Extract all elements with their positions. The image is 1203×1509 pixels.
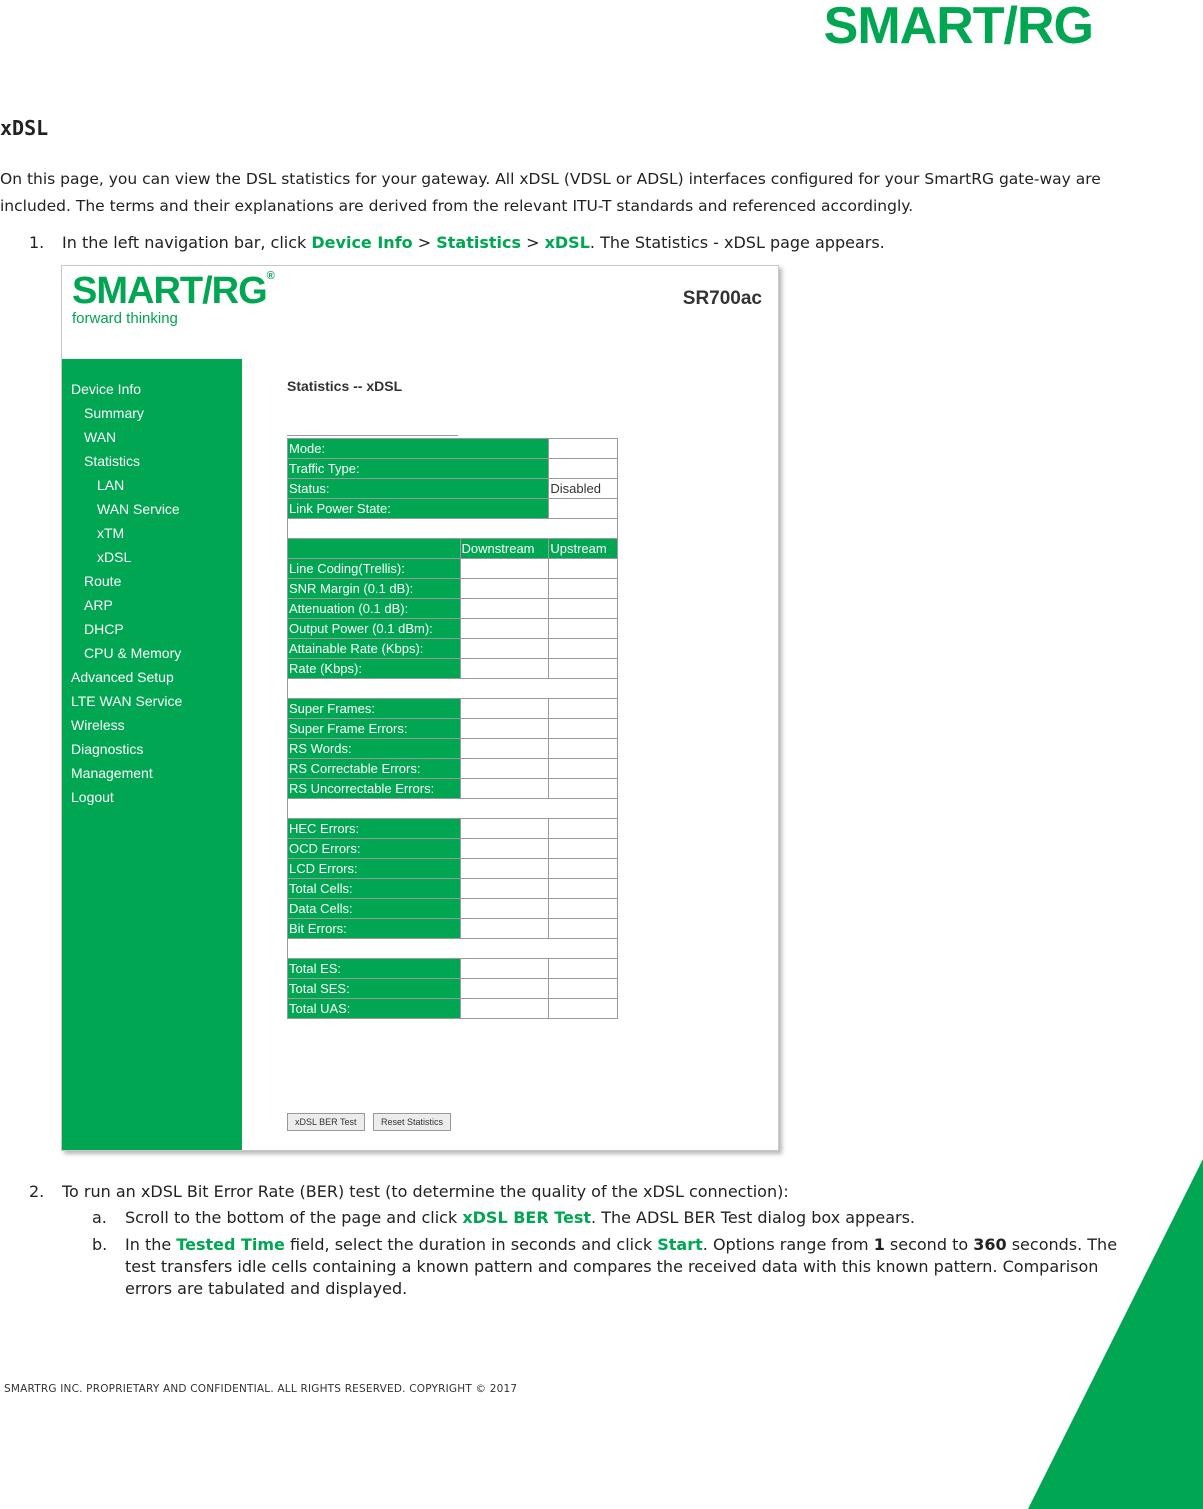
row-label: Line Coding(Trellis):: [288, 559, 461, 579]
row-label: Output Power (0.1 dBm):: [288, 619, 461, 639]
downstream-value: [460, 619, 549, 639]
upstream-value: [549, 619, 618, 639]
sidebar-item-statistics[interactable]: Statistics: [84, 453, 141, 469]
substep-letter: a.: [92, 1208, 107, 1227]
row-label: Mode:: [288, 439, 549, 459]
router-tagline: forward thinking: [72, 310, 178, 327]
downstream-value: [460, 579, 549, 599]
step-text: . Options range from: [702, 1235, 874, 1254]
step-text: seconds. The test transfers idle cells containing a known pattern and compares the received data with this known pattern. Comparison errors are tabulated and displayed.: [125, 1235, 1118, 1298]
start-link[interactable]: Start: [657, 1235, 703, 1254]
sidebar-item-lte-wan-service[interactable]: LTE WAN Service: [71, 693, 183, 709]
table-row: [288, 959, 618, 979]
row-label: Data Cells:: [288, 899, 461, 919]
step-2: [29, 1181, 1162, 1203]
downstream-value: [460, 659, 549, 679]
table-row: [288, 979, 618, 999]
min-seconds: 1: [873, 1235, 885, 1254]
step-text: field, select the duration in seconds and click: [284, 1235, 658, 1254]
step-text: . The Statistics - xDSL page appears.: [589, 233, 885, 252]
downstream-value: [460, 759, 549, 779]
upstream-header: Upstream: [549, 539, 618, 559]
step-text: Scroll to the bottom of the page and click: [125, 1208, 463, 1227]
downstream-value: [460, 739, 549, 759]
upstream-value: [549, 579, 618, 599]
upstream-value: [549, 699, 618, 719]
green-triangle: [1028, 1159, 1203, 1509]
sidebar-item-cpu-memory[interactable]: CPU & Memory: [84, 645, 182, 661]
upstream-value: [549, 999, 618, 1019]
row-label: Attenuation (0.1 dB):: [288, 599, 461, 619]
upstream-value: [549, 819, 618, 839]
sidebar-item-dhcp[interactable]: DHCP: [84, 621, 124, 637]
row-label: Status:: [288, 479, 549, 499]
step-2a: [92, 1207, 1145, 1229]
row-label: Super Frame Errors:: [288, 719, 461, 739]
row-label: Traffic Type:: [288, 459, 549, 479]
downstream-value: [460, 859, 549, 879]
sidebar-item-lan[interactable]: LAN: [97, 477, 125, 493]
row-value: [549, 499, 618, 519]
table-row: [288, 919, 618, 939]
max-seconds: 360: [973, 1235, 1007, 1254]
xdsl-ber-test-button[interactable]: xDSL BER Test: [287, 1113, 365, 1131]
table-row: [288, 559, 618, 579]
downstream-value: [460, 819, 549, 839]
downstream-header: Downstream: [460, 539, 549, 559]
upstream-value: [549, 599, 618, 619]
row-label: SNR Margin (0.1 dB):: [288, 579, 461, 599]
separator: >: [412, 233, 437, 252]
reset-statistics-button[interactable]: Reset Statistics: [373, 1113, 451, 1131]
downstream-value: [460, 699, 549, 719]
row-label: OCD Errors:: [288, 839, 461, 859]
tested-time-link[interactable]: Tested Time: [176, 1235, 285, 1254]
step-number: 2.: [29, 1182, 45, 1201]
header-cell: [288, 539, 461, 559]
table-row: [288, 599, 618, 619]
row-label: Link Power State:: [288, 499, 549, 519]
router-logo: SMART/RG®: [72, 270, 274, 312]
intro-paragraph: On this page, you can view the DSL statistics for your gateway. All xDSL (VDSL or ADSL) interfaces configured for your SmartRG gate-way are included. The terms and their explanations are derived from the relevant ITU-T standards and referenced accordingly.: [0, 170, 1101, 215]
table-row: [288, 759, 618, 779]
spacer-cell: [288, 939, 618, 959]
table-row: [288, 579, 618, 599]
downstream-value: [460, 599, 549, 619]
router-sidebar: [62, 359, 242, 1150]
table-row: [288, 719, 618, 739]
sidebar-item-logout[interactable]: Logout: [71, 789, 114, 805]
table-row: [288, 479, 618, 499]
sidebar-item-xdsl[interactable]: xDSL: [97, 549, 132, 565]
row-label: RS Uncorrectable Errors:: [288, 779, 461, 799]
downstream-value: [460, 879, 549, 899]
step-text: . The ADSL BER Test dialog box appears.: [591, 1208, 916, 1227]
xdsl-link[interactable]: xDSL: [544, 233, 590, 252]
table-spacer-row: [288, 939, 618, 959]
sidebar-item-summary[interactable]: Summary: [84, 405, 144, 421]
sidebar-item-advanced-setup[interactable]: Advanced Setup: [71, 669, 174, 685]
table-row: [288, 839, 618, 859]
downstream-value: [460, 919, 549, 939]
table-row: [288, 459, 618, 479]
router-screenshot: [61, 265, 779, 1151]
upstream-value: [549, 839, 618, 859]
row-label: Rate (Kbps):: [288, 659, 461, 679]
row-value: [549, 459, 618, 479]
step-text: second to: [884, 1235, 974, 1254]
section-title: xDSL: [0, 116, 49, 140]
table-row: [288, 619, 618, 639]
upstream-value: [549, 959, 618, 979]
step-1: [29, 232, 1162, 254]
table-row: [288, 699, 618, 719]
downstream-value: [460, 719, 549, 739]
upstream-value: [549, 639, 618, 659]
button-row: [287, 1112, 455, 1131]
downstream-value: [460, 959, 549, 979]
step-text: To run an xDSL Bit Error Rate (BER) test (to determine the quality of the xDSL connection):: [62, 1182, 789, 1201]
separator: >: [520, 233, 545, 252]
table-row: [288, 879, 618, 899]
downstream-value: [460, 779, 549, 799]
router-model: SR700ac: [682, 288, 762, 309]
sidebar-nav: [62, 377, 242, 809]
table-spacer-row: [288, 799, 618, 819]
row-value: [549, 439, 618, 459]
row-label: Total SES:: [288, 979, 461, 999]
table-spacer-row: [288, 679, 618, 699]
smartrg-logo: SMART/RG: [823, 0, 1093, 55]
row-label: Attainable Rate (Kbps):: [288, 639, 461, 659]
row-label: RS Correctable Errors:: [288, 759, 461, 779]
xdsl-ber-test-link[interactable]: xDSL BER Test: [462, 1208, 592, 1227]
step-text: In the: [125, 1235, 177, 1254]
row-label: LCD Errors:: [288, 859, 461, 879]
upstream-value: [549, 759, 618, 779]
upstream-value: [549, 739, 618, 759]
downstream-value: [460, 839, 549, 859]
upstream-value: [549, 879, 618, 899]
table-row: [288, 539, 618, 559]
footer-copyright: SMARTRG INC. PROPRIETARY AND CONFIDENTIAL. ALL RIGHTS RESERVED. COPYRIGHT © 2017: [4, 1383, 518, 1395]
step-2b: [92, 1234, 1135, 1300]
table-row: [288, 819, 618, 839]
spacer-cell: [288, 519, 618, 539]
downstream-value: [460, 999, 549, 1019]
table-row: [288, 739, 618, 759]
upstream-value: [549, 779, 618, 799]
downstream-value: [460, 559, 549, 579]
upstream-value: [549, 719, 618, 739]
sidebar-item-wan-service[interactable]: WAN Service: [97, 501, 180, 517]
device-info-link[interactable]: Device Info: [311, 233, 413, 252]
downstream-value: [460, 899, 549, 919]
downstream-value: [460, 979, 549, 999]
sidebar-item-wireless[interactable]: Wireless: [71, 717, 125, 733]
upstream-value: [549, 659, 618, 679]
spacer-cell: [288, 799, 618, 819]
xdsl-stats-table: [287, 438, 618, 1019]
table-row: [288, 899, 618, 919]
row-label: Total UAS:: [288, 999, 461, 1019]
sidebar-item-arp[interactable]: ARP: [84, 597, 113, 613]
upstream-value: [549, 899, 618, 919]
page-title: Statistics -- xDSL: [287, 378, 403, 394]
sidebar-item-wan[interactable]: WAN: [84, 429, 117, 445]
row-label: RS Words:: [288, 739, 461, 759]
sidebar-item-management[interactable]: Management: [71, 765, 153, 781]
step-number: 1.: [29, 233, 45, 252]
substep-letter: b.: [92, 1235, 108, 1254]
sidebar-item-diagnostics[interactable]: Diagnostics: [71, 741, 144, 757]
table-divider: [287, 435, 458, 436]
table-row: [288, 639, 618, 659]
table-spacer-row: [288, 519, 618, 539]
upstream-value: [549, 919, 618, 939]
table-row: [288, 859, 618, 879]
upstream-value: [549, 559, 618, 579]
row-label: Super Frames:: [288, 699, 461, 719]
row-value: Disabled: [549, 479, 618, 499]
step-text: In the left navigation bar, click: [62, 233, 312, 252]
row-label: Total Cells:: [288, 879, 461, 899]
upstream-value: [549, 859, 618, 879]
corner-decoration: [1028, 1159, 1203, 1509]
spacer-cell: [288, 679, 618, 699]
statistics-link[interactable]: Statistics: [436, 233, 521, 252]
table-row: [288, 499, 618, 519]
downstream-value: [460, 639, 549, 659]
sidebar-item-device-info[interactable]: Device Info: [71, 381, 142, 397]
upstream-value: [549, 979, 618, 999]
row-label: Bit Errors:: [288, 919, 461, 939]
table-row: [288, 999, 618, 1019]
table-row: [288, 659, 618, 679]
row-label: Total ES:: [288, 959, 461, 979]
table-row: [288, 779, 618, 799]
sidebar-item-xtm[interactable]: xTM: [97, 525, 125, 541]
row-label: HEC Errors:: [288, 819, 461, 839]
table-row: [288, 439, 618, 459]
sidebar-item-route[interactable]: Route: [84, 573, 122, 589]
